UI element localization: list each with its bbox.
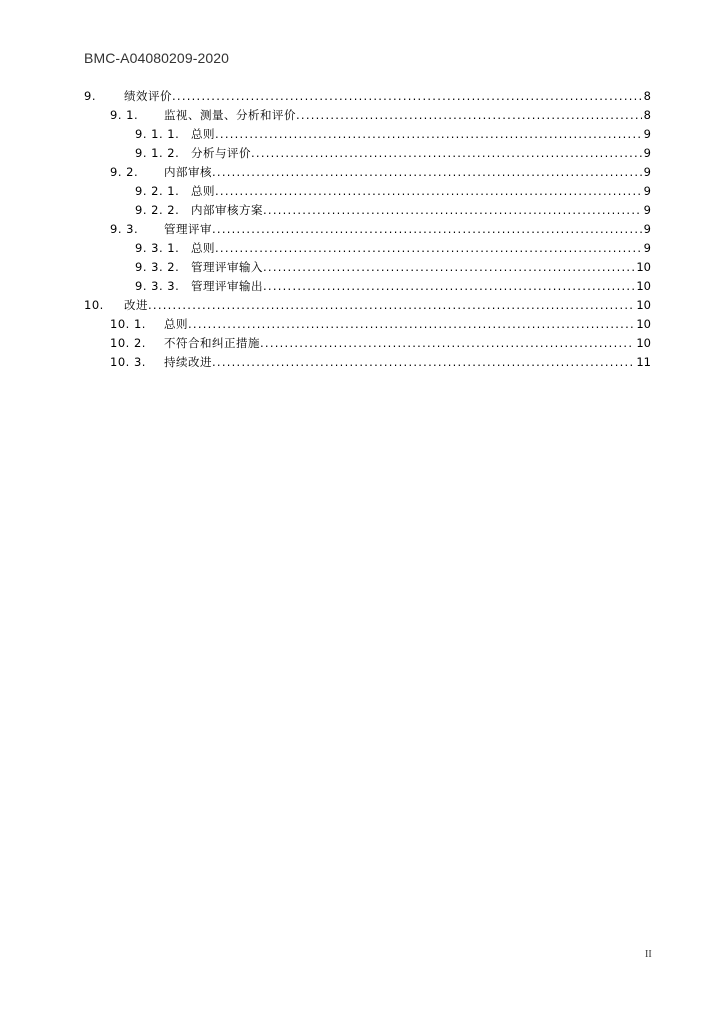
toc-entry-page: 10 — [636, 317, 651, 331]
toc-entry-leader — [164, 315, 651, 334]
dot-leader — [212, 353, 634, 372]
toc-entry-title[interactable]: 管理评审输出 — [191, 279, 263, 293]
document-code: BMC-A04080209-2020 — [84, 50, 230, 66]
toc-entry-leader — [191, 182, 651, 201]
dot-leader — [251, 144, 642, 163]
toc-entry[interactable] — [0, 334, 720, 353]
toc-entry[interactable] — [0, 182, 720, 201]
toc-entry-leader — [124, 296, 651, 315]
toc-entry-number: 10. — [84, 298, 104, 312]
toc-entry-page: 9 — [643, 184, 651, 198]
toc-entry-number: 9. 3. — [110, 222, 139, 236]
toc-entry[interactable] — [0, 296, 720, 315]
toc-entry-leader — [191, 277, 651, 296]
page-number: II — [645, 949, 652, 960]
toc-entry[interactable] — [0, 144, 720, 163]
toc-entry[interactable] — [0, 239, 720, 258]
toc-entry-number: 9. 1. — [110, 108, 139, 122]
toc-entry[interactable] — [0, 315, 720, 334]
dot-leader — [212, 220, 642, 239]
toc-entry-leader — [191, 125, 651, 144]
dot-leader — [263, 277, 634, 296]
toc-entry-title[interactable]: 总则 — [191, 184, 215, 198]
dot-leader — [212, 163, 642, 182]
toc-entry-number: 9. 1. 1. — [135, 127, 180, 141]
dot-leader — [215, 182, 642, 201]
toc-entry-number: 10. 1. — [110, 317, 146, 331]
toc-entry-number: 10. 2. — [110, 336, 146, 350]
toc-entry-leader — [191, 239, 651, 258]
toc-entry-title[interactable]: 改进 — [124, 298, 148, 312]
dot-leader — [188, 315, 634, 334]
toc-entry-leader — [164, 353, 651, 372]
toc-entry[interactable] — [0, 353, 720, 372]
toc-entry[interactable] — [0, 201, 720, 220]
toc-entry-leader — [164, 220, 651, 239]
toc-entry-number: 9. 2. 2. — [135, 203, 180, 217]
toc-entry-number: 9. 3. 2. — [135, 260, 180, 274]
dot-leader — [263, 258, 634, 277]
toc-entry-page: 8 — [643, 89, 651, 103]
toc-entry[interactable] — [0, 125, 720, 144]
toc-entry-number: 9. — [84, 89, 96, 103]
dot-leader — [148, 296, 634, 315]
dot-leader — [215, 239, 642, 258]
toc-entry-page: 9 — [643, 146, 651, 160]
toc-entry-title[interactable]: 总则 — [191, 241, 215, 255]
toc-entry-title[interactable]: 总则 — [191, 127, 215, 141]
toc-entry-number: 9. 2. 1. — [135, 184, 180, 198]
dot-leader — [296, 106, 642, 125]
toc-entry-title[interactable]: 分析与评价 — [191, 146, 251, 160]
toc-entry-leader — [164, 106, 651, 125]
toc-entry[interactable] — [0, 87, 720, 106]
toc-entry-title[interactable]: 监视、测量、分析和评价 — [164, 108, 296, 122]
dot-leader — [263, 201, 642, 220]
dot-leader — [215, 125, 642, 144]
toc-entry[interactable] — [0, 163, 720, 182]
toc-entry[interactable] — [0, 220, 720, 239]
toc-entry[interactable] — [0, 258, 720, 277]
toc-entry-title[interactable]: 不符合和纠正措施 — [164, 336, 260, 350]
toc-entry-page: 10 — [636, 336, 651, 350]
toc-entry-leader — [124, 87, 651, 106]
toc-entry-number: 9. 3. 3. — [135, 279, 180, 293]
toc-entry-title[interactable]: 管理评审 — [164, 222, 212, 236]
toc-entry-page: 8 — [643, 108, 651, 122]
dot-leader — [172, 87, 642, 106]
toc-entry-page: 9 — [643, 165, 651, 179]
toc-entry-leader — [191, 258, 651, 277]
toc-entry-number: 9. 3. 1. — [135, 241, 180, 255]
toc-entry-leader — [164, 163, 651, 182]
toc-entry-title[interactable]: 内部审核 — [164, 165, 212, 179]
toc-entry-page: 10 — [636, 260, 651, 274]
toc-entry-page: 11 — [636, 355, 651, 369]
toc-entry-title[interactable]: 绩效评价 — [124, 89, 172, 103]
toc-entry-leader — [164, 334, 651, 353]
toc-entry-leader — [191, 201, 651, 220]
table-of-contents — [0, 87, 720, 372]
toc-entry-title[interactable]: 管理评审输入 — [191, 260, 263, 274]
toc-entry-page: 10 — [636, 279, 651, 293]
toc-entry-page: 9 — [643, 127, 651, 141]
toc-entry[interactable] — [0, 106, 720, 125]
toc-entry-number: 10. 3. — [110, 355, 146, 369]
toc-entry-number: 9. 1. 2. — [135, 146, 180, 160]
toc-entry-page: 9 — [643, 241, 651, 255]
dot-leader — [260, 334, 634, 353]
toc-entry-title[interactable]: 持续改进 — [164, 355, 212, 369]
toc-entry-title[interactable]: 总则 — [164, 317, 188, 331]
toc-entry-page: 9 — [643, 222, 651, 236]
toc-entry-title[interactable]: 内部审核方案 — [191, 203, 263, 217]
toc-entry-page: 10 — [636, 298, 651, 312]
toc-entry-page: 9 — [643, 203, 651, 217]
toc-entry-number: 9. 2. — [110, 165, 139, 179]
toc-entry-leader — [191, 144, 651, 163]
toc-entry[interactable] — [0, 277, 720, 296]
